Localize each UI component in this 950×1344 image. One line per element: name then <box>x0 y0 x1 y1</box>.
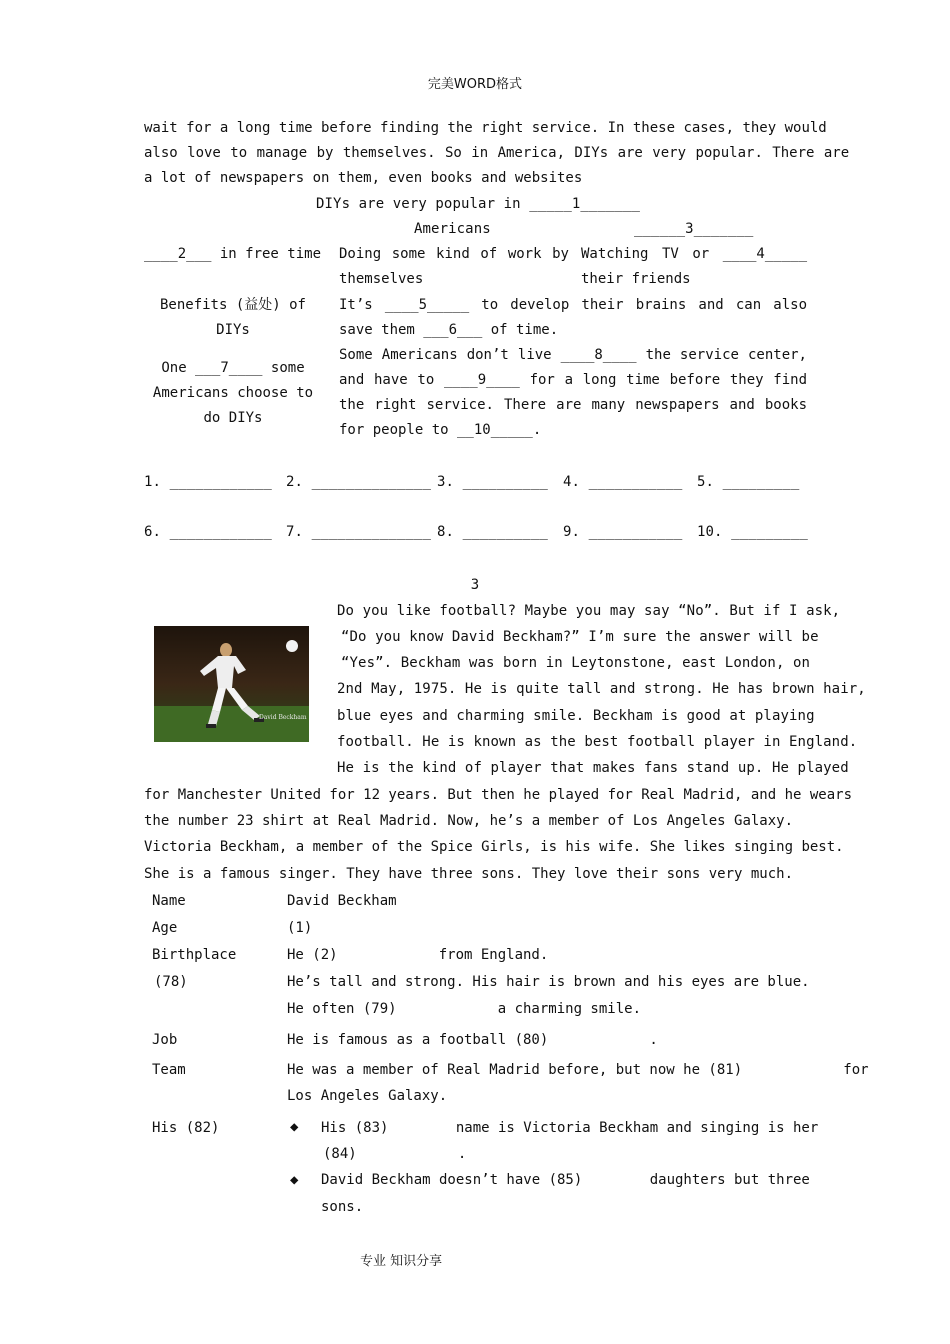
diamond-bullet-icon: ◆ <box>290 1119 299 1135</box>
answer-6[interactable]: 6. ____________ <box>144 524 272 540</box>
table-title: DIYs are very popular in _____1_______ <box>316 196 641 212</box>
value-78-line1: He’s tall and strong. His hair is brown and his eyes are blue. <box>287 974 810 990</box>
wrap-line-2: “Do you know David Beckham?” I’m sure the answer will be <box>341 629 819 645</box>
label-birthplace: Birthplace <box>152 947 237 963</box>
label-name: Name <box>152 893 186 909</box>
answer-10[interactable]: 10. _________ <box>697 524 808 540</box>
passage-line-3: a lot of newspapers on them, even books and websites <box>144 170 583 186</box>
wrap-line-7: He is the kind of player that makes fans stand up. He played <box>337 760 849 776</box>
value-78-line2: He often (79) a charming smile. <box>287 1001 642 1017</box>
value-age: (1) <box>287 920 313 936</box>
value-team-line1: He was a member of Real Madrid before, but now he (81) for <box>287 1062 869 1078</box>
wrap-line-3: “Yes”. Beckham was born in Leytonstone, east London, on <box>341 655 811 671</box>
answer-9[interactable]: 9. ___________ <box>563 524 683 540</box>
cell-reason-text: Some Americans don’t live ____8____ the service center, and have to ____9____ for a long time before they find the right service. There are many newspapers and books for people to __10_____. <box>339 347 807 438</box>
answer-2[interactable]: 2. ______________ <box>286 474 431 490</box>
bullet-2-line2: sons. <box>321 1199 364 1215</box>
label-job: Job <box>152 1032 178 1048</box>
label-his: His (82) <box>152 1120 220 1136</box>
answer-8[interactable]: 8. __________ <box>437 524 548 540</box>
blank-3: ______3_______ <box>634 221 754 237</box>
answer-3[interactable]: 3. __________ <box>437 474 548 490</box>
diamond-bullet-icon: ◆ <box>290 1172 299 1188</box>
full-line-2: the number 23 shirt at Real Madrid. Now, he’s a member of Los Angeles Galaxy. <box>144 813 794 829</box>
cell-free-time: ____2___ in free time <box>144 246 322 262</box>
value-team-line2: Los Angeles Galaxy. <box>287 1088 448 1104</box>
full-line-3: Victoria Beckham, a member of the Spice Girls, is his wife. She likes singing best. <box>144 839 844 855</box>
passage-line-1: wait for a long time before finding the right service. In these cases, they would <box>144 120 827 136</box>
wrap-line-5: blue eyes and charming smile. Beckham is good at playing <box>337 708 815 724</box>
wrap-line-1: Do you like football? Maybe you may say “No”. But if I ask, <box>337 603 841 619</box>
answer-5[interactable]: 5. _________ <box>697 474 800 490</box>
value-job: He is famous as a football (80) . <box>287 1032 658 1048</box>
label-78: (78) <box>154 974 188 990</box>
photo-caption: David Beckham <box>259 714 307 721</box>
cell-reason: One ___7____ some Americans choose to do DIYs <box>152 360 314 426</box>
page-footer: 专业 知识分享 <box>360 1254 443 1269</box>
answer-7[interactable]: 7. ______________ <box>286 524 431 540</box>
value-birthplace: He (2) from England. <box>287 947 549 963</box>
wrap-line-4: 2nd May, 1975. He is quite tall and strong. He has brown hair, <box>337 681 866 697</box>
bullet-2-line1: David Beckham doesn’t have (85) daughters but three <box>321 1172 810 1188</box>
cell-watching-tv: Watching TV or ____4_____ their friends <box>581 246 807 287</box>
page-header: 完美WORD格式 <box>427 77 523 92</box>
answer-4[interactable]: 4. ___________ <box>563 474 683 490</box>
full-line-1: for Manchester United for 12 years. But then he played for Real Madrid, and he wears <box>144 787 853 803</box>
beckham-photo <box>154 626 309 742</box>
cell-benefits: Benefits (益处) of DIYs <box>159 297 306 338</box>
label-team: Team <box>152 1062 186 1078</box>
label-age: Age <box>152 920 178 936</box>
cell-doing-work: Doing some kind of work by themselves <box>339 246 569 287</box>
value-name: David Beckham <box>287 893 397 909</box>
bullet-1-line2: (84) . <box>323 1146 467 1162</box>
cell-benefits-text: It’s ____5_____ to develop their brains and can also save them ___6___ of time. <box>339 297 807 338</box>
wrap-line-6: football. He is known as the best football player in England. <box>337 734 858 750</box>
full-line-4: She is a famous singer. They have three sons. They love their sons very much. <box>144 866 794 882</box>
answer-1[interactable]: 1. ____________ <box>144 474 272 490</box>
passage-number: 3 <box>470 577 480 593</box>
passage-line-2: also love to manage by themselves. So in America, DIYs are very popular. There are <box>144 145 850 161</box>
bullet-1-line1: His (83) name is Victoria Beckham and singing is her <box>321 1120 819 1136</box>
table-title-2: Americans <box>414 221 491 237</box>
